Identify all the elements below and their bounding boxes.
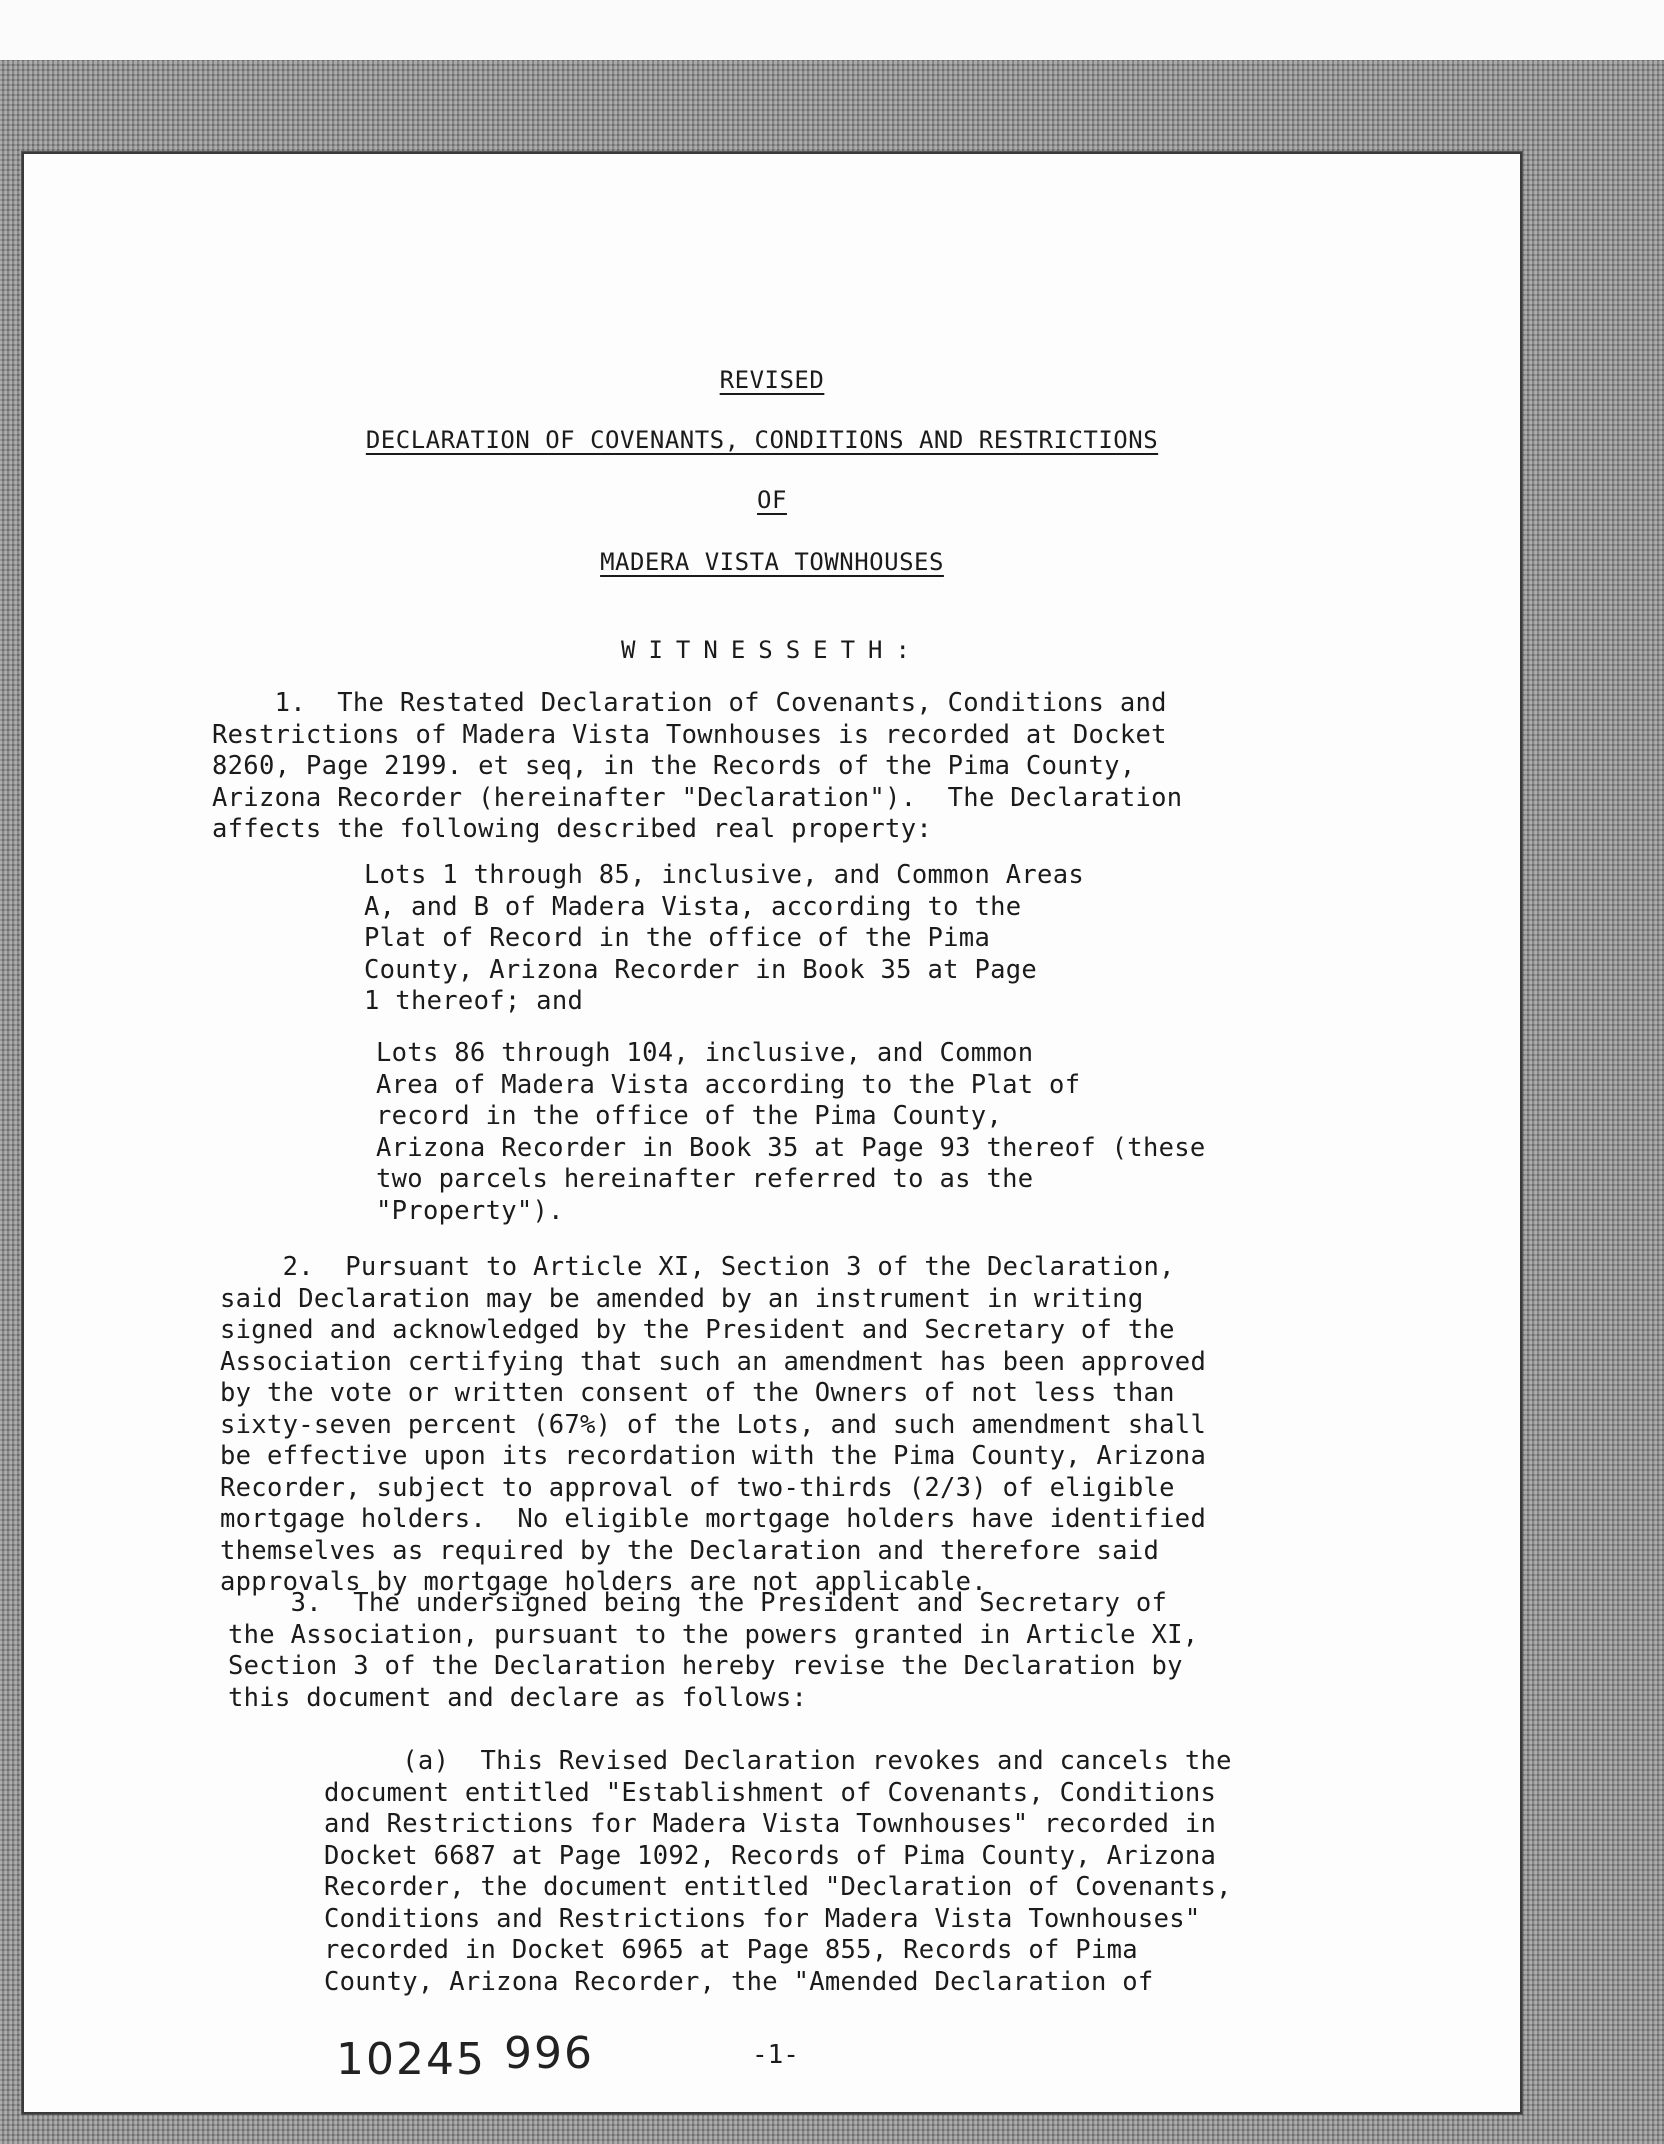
legal-description-lots-86-104: Lots 86 through 104, inclusive, and Common Area of Madera Vista according to the Plat of record in the office of the Pima County, Arizona Recorder in Book 35 at Page 93 thereof (these two parcels hereinafter referred to as the "Property"). <box>376 1038 1206 1226</box>
scan-top-band <box>0 0 1664 60</box>
heading-of: OF <box>757 486 787 514</box>
heading-revised: REVISED <box>719 366 825 394</box>
heading-madera-vista: MADERA VISTA TOWNHOUSES <box>600 548 944 576</box>
legal-description-lots-1-85: Lots 1 through 85, inclusive, and Common Areas A, and B of Madera Vista, according to the Plat of Record in the office of the Pima County, Arizona Recorder in Book 35 at Page 1 thereof; and <box>364 860 1085 1016</box>
document-page <box>22 152 1522 2114</box>
paragraph-1: 1. The Restated Declaration of Covenants, Conditions and Restrictions of Madera Vista Townhouses is recorded at Docket 8260, Page 2199. et seq, in the Records of the Pima County, Arizona Recorder (hereinafter "Declaration"). The Declaration affects the following described real property: <box>212 688 1183 844</box>
docket-page-number: 996 <box>504 2028 594 2079</box>
page-number: -1- <box>752 2040 799 2070</box>
paragraph-3: 3. The undersigned being the President and Secretary of the Association, pursuant to the powers granted in Article XI, Section 3 of the Declaration hereby revise the Declaration by this document and declare as follows: <box>228 1588 1199 1713</box>
docket-number: 10245 <box>336 2034 486 2085</box>
paragraph-3a: (a) This Revised Declaration revokes and cancels the document entitled "Establishment of Covenants, Conditions and Restrictions for Madera Vista Townhouses" recorded in Docket 6687 at Page 1092, Records of Pima County, Arizona Recorder, the document entitled "Declaration of Covenants, Conditions and Restrictions for Madera Vista Townhouses" recorded in Docket 6965 at Page 855, Records of Pima County, Arizona Recorder, the "Amended Declaration of <box>324 1746 1232 1997</box>
heading-declaration: DECLARATION OF COVENANTS, CONDITIONS AND RESTRICTIONS <box>365 426 1159 454</box>
heading-witnesseth: WITNESSETH: <box>621 636 923 664</box>
paragraph-2: 2. Pursuant to Article XI, Section 3 of the Declaration, said Declaration may be amended by an instrument in writing signed and acknowledged by the President and Secretary of the Association certifying that such an amendment has been approved by the vote or written consent of the Owners of not less than sixty-seven percent (67%) of the Lots, and such amendment shall be effective upon its recordation with the Pima County, Arizona Recorder, subject to approval of two-thirds (2/3) of eligible mortgage holders. No eligible mortgage holders have identified themselves as required by the Declaration and therefore said approvals by mortgage holders are not applicable. <box>220 1252 1207 1597</box>
